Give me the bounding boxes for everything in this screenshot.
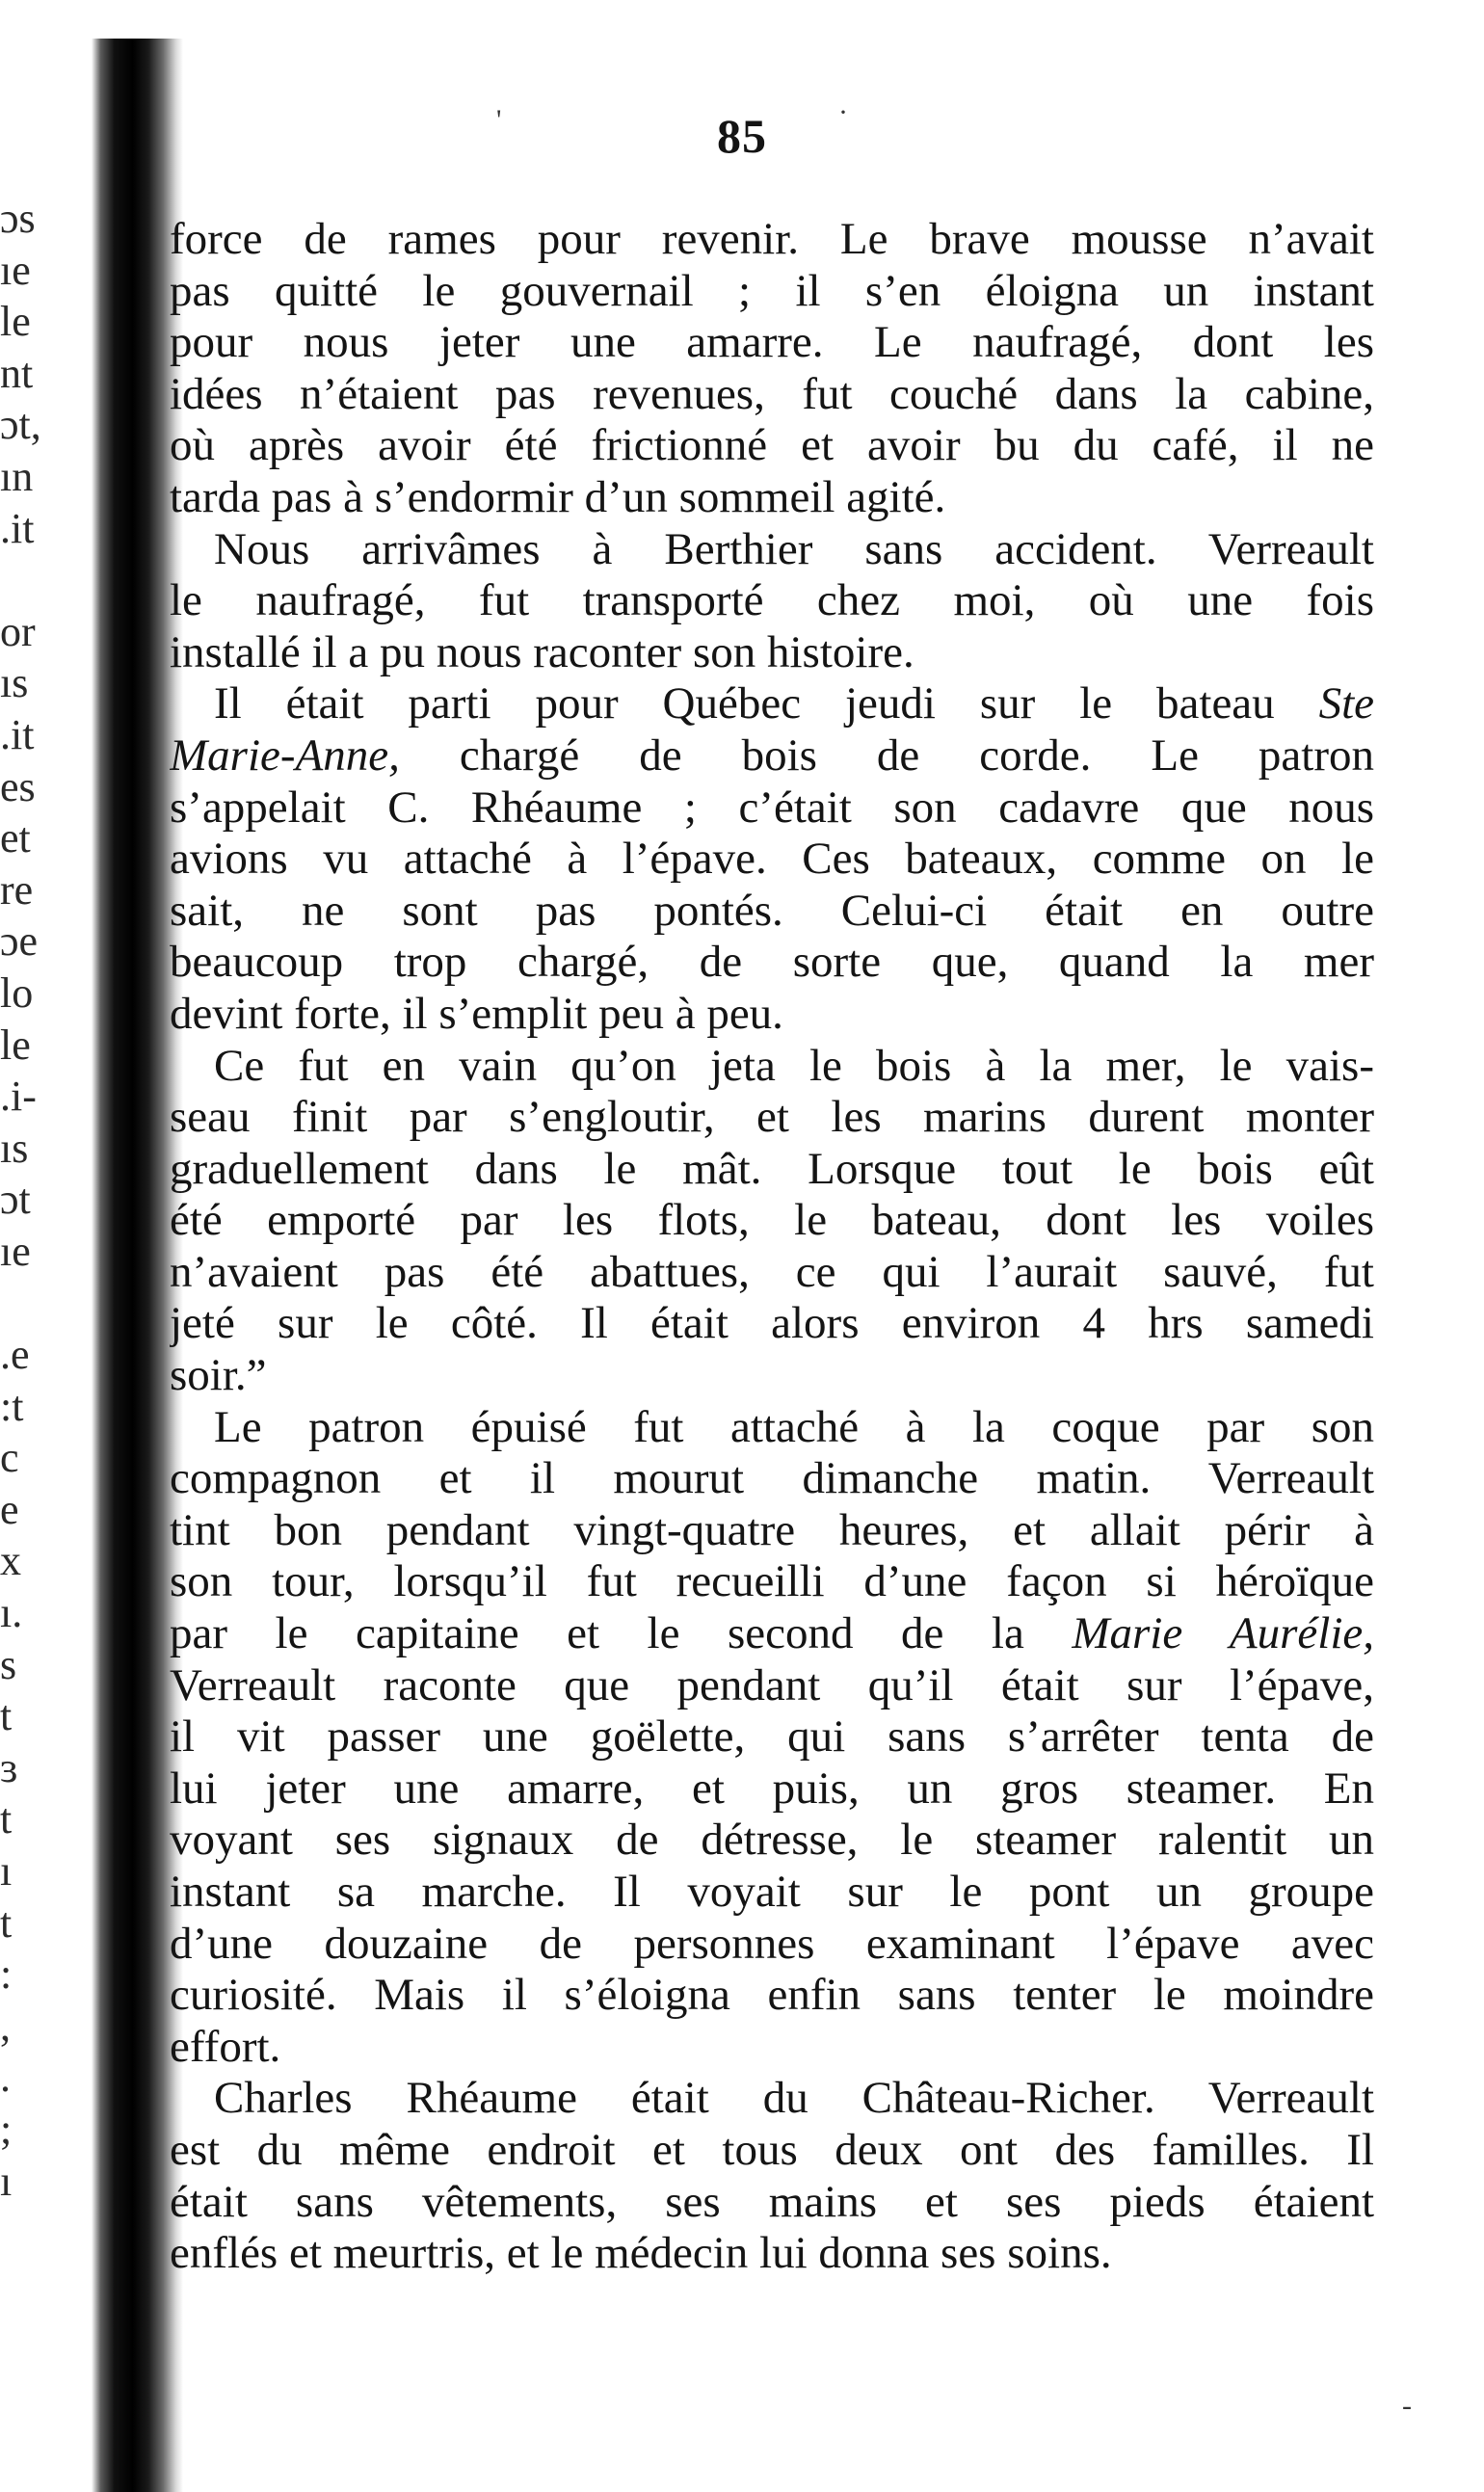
text-line: Marie-Anne, chargé de bois de corde. Le patron xyxy=(170,729,1374,781)
facing-page-fragment: ıe xyxy=(0,1227,31,1275)
facing-page-fragment: t xyxy=(0,1692,13,1740)
facing-page-fragment: e xyxy=(0,1485,19,1533)
text-line: pour nous jeter une amarre. Le naufragé, dont les xyxy=(170,317,1374,368)
text-line: effort. xyxy=(170,2021,281,2072)
text-line: sait, ne sont pas pontés. Celui-ci était en outre xyxy=(170,885,1374,936)
facing-page-fragment: ıs xyxy=(0,659,29,707)
facing-page-fragment: ɔe xyxy=(0,917,39,966)
facing-page-fragment: : xyxy=(0,1950,13,1999)
facing-page-fragment: ı. xyxy=(0,1589,23,1637)
text-line: Il était parti pour Québec jeudi sur le bateau Ste xyxy=(214,678,1374,729)
text-line: n’avaient pas été abattues, ce qui l’aurait sauvé, fut xyxy=(170,1246,1374,1297)
text-line: devint forte, il s’emplit peu à peu. xyxy=(170,988,783,1039)
facing-page-fragment: ı xyxy=(0,2157,13,2205)
text-line: le naufragé, fut transporté chez moi, où une fois xyxy=(170,575,1374,626)
facing-page-fragment: s xyxy=(0,1640,17,1688)
text-line: beaucoup trop chargé, de sorte que, quand la mer xyxy=(170,937,1374,988)
facing-page-fragment: ɔs xyxy=(0,195,36,242)
facing-page-fragment: :t xyxy=(0,1382,24,1430)
text-line: instant sa marche. Il voyait sur le pont un groupe xyxy=(170,1867,1374,1917)
facing-page-fragment: ın xyxy=(0,452,34,500)
facing-page-fragment: ı xyxy=(0,1847,13,1895)
text-line: Le patron épuisé fut attaché à la coque par son xyxy=(214,1401,1374,1452)
facing-page-fragment: es xyxy=(0,762,36,810)
text-line: compagnon et il mourut dimanche matin. Verreault xyxy=(170,1453,1374,1504)
facing-page-fragment: .i- xyxy=(0,1073,37,1121)
facing-page-fragment: .it xyxy=(0,504,35,552)
text-line: soir.” xyxy=(170,1350,267,1401)
facing-page-fragment: ɔt, xyxy=(0,401,41,449)
facing-page-fragment: .e xyxy=(0,1331,30,1379)
text-line: seau finit par s’engloutir, et les marins durent monter xyxy=(170,1092,1374,1143)
text-line: Nous arrivâmes à Berthier sans accident. Verreault xyxy=(214,523,1374,574)
text-line: lui jeter une amarre, et puis, un gros steamer. En xyxy=(170,1763,1374,1814)
facing-page-fragment: nt xyxy=(0,349,34,397)
text-line: tarda pas à s’endormir d’un sommeil agité. xyxy=(170,471,946,522)
text-line: Charles Rhéaume était du Château-Richer. Verreault xyxy=(214,2073,1374,2124)
facing-page-fragment: x xyxy=(0,1537,21,1585)
text-line: jeté sur le côté. Il était alors environ 4 hrs samedi xyxy=(170,1298,1374,1349)
text-line: Ce fut en vain qu’on jeta le bois à la mer, le vais- xyxy=(214,1040,1374,1091)
facing-page-fragment: or xyxy=(0,607,36,655)
text-line: s’appelait C. Rhéaume ; c’était son cadavre que nous xyxy=(170,782,1374,833)
text-line: installé il a pu nous raconter son histoire. xyxy=(170,626,914,677)
facing-page-fragment: , xyxy=(0,2002,11,2050)
facing-page-fragment: . xyxy=(0,2054,11,2102)
facing-page-fragment: et xyxy=(0,814,31,862)
facing-page-fragment: ıe xyxy=(0,246,31,294)
facing-page-fragment: re xyxy=(0,865,34,914)
facing-page-fragment: le xyxy=(0,298,31,346)
text-line: curiosité. Mais il s’éloigna enfin sans tenter le moindre xyxy=(170,1970,1374,2021)
text-line: été emporté par les flots, le bateau, dont les voiles xyxy=(170,1195,1374,1246)
text-line: enflés et meurtris, et le médecin lui donna ses soins. xyxy=(170,2228,1112,2279)
text-line: où après avoir été frictionné et avoir bu du café, il ne xyxy=(170,420,1374,471)
text-line: tint bon pendant vingt-quatre heures, et allait périr à xyxy=(170,1504,1374,1555)
print-speck: ' xyxy=(496,104,502,136)
facing-page-fragment: c xyxy=(0,1434,19,1482)
text-line: pas quitté le gouvernail ; il s’en éloigna un instant xyxy=(170,265,1374,316)
facing-page-fragment xyxy=(0,1277,77,1329)
facing-page-fragment: ıs xyxy=(0,1124,29,1172)
text-line: graduellement dans le mât. Lorsque tout le bois eût xyxy=(170,1143,1374,1194)
text-line: Verreault raconte que pendant qu’il était sur l’épave, xyxy=(170,1659,1374,1710)
text-line: idées n’étaient pas revenues, fut couché dans la cabine, xyxy=(170,368,1374,419)
text-line: est du même endroit et tous deux ont des familles. Il xyxy=(170,2124,1374,2175)
text-line: voyant ses signaux de détresse, le steamer ralentit un xyxy=(170,1815,1374,1866)
facing-page-fragment: le xyxy=(0,1021,31,1069)
facing-page-edge xyxy=(0,193,77,2207)
text-line: d’une douzaine de personnes examinant l’épave avec xyxy=(170,1918,1374,1969)
page-number: 85 xyxy=(717,109,767,163)
facing-page-fragment: .it xyxy=(0,710,35,758)
facing-page-fragment: lo xyxy=(0,968,34,1017)
facing-page-fragment: ɜ xyxy=(0,1743,18,1791)
text-line: était sans vêtements, ses mains et ses pieds étaient xyxy=(170,2176,1374,2227)
text-line: force de rames pour revenir. Le brave mousse n’avait xyxy=(170,214,1374,264)
facing-page-fragment: t xyxy=(0,1898,13,1947)
body-text xyxy=(170,214,1374,2280)
text-line: il vit passer une goëlette, qui sans s’arrêter tenta de xyxy=(170,1711,1374,1763)
facing-page-fragment: ɔt xyxy=(0,1176,31,1224)
print-speck: · xyxy=(838,96,848,128)
facing-page-fragment: ; xyxy=(0,2105,13,2153)
text-line: par le capitaine et le second de la Marie Aurélie, xyxy=(170,1608,1374,1659)
text-line: son tour, lorsqu’il fut recueilli d’une façon si héroïque xyxy=(170,1556,1374,1607)
print-speck: - xyxy=(1402,2390,1412,2422)
facing-page-fragment xyxy=(0,554,77,606)
text-line: avions vu attaché à l’épave. Ces bateaux, comme on le xyxy=(170,834,1374,885)
facing-page-fragment: t xyxy=(0,1795,13,1843)
